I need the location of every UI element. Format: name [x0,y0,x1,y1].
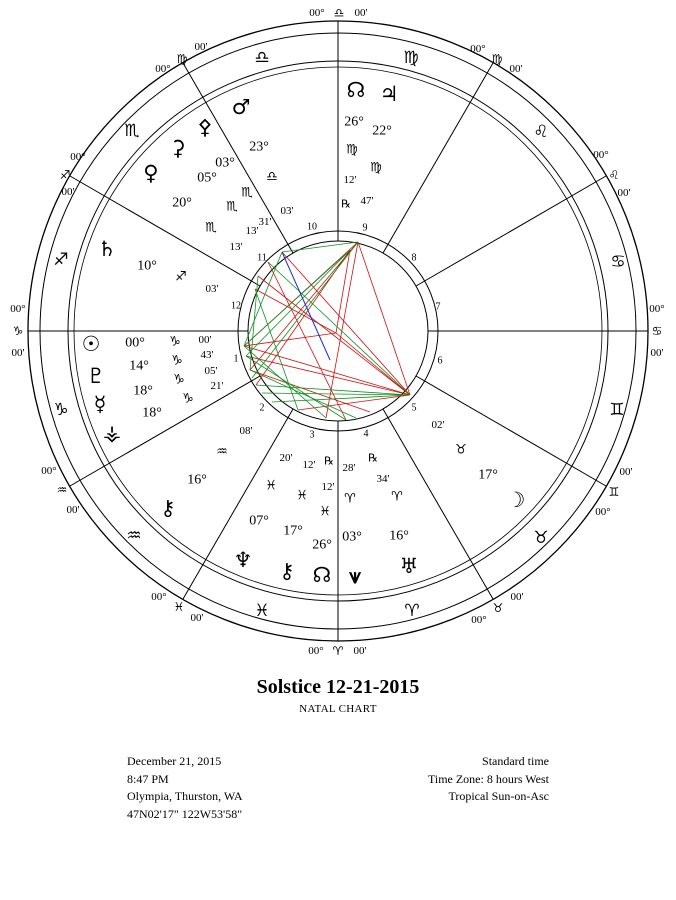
uranus-degree: 16° [389,528,409,544]
birth-info [127,753,243,823]
outer-degree-label: 00' [510,591,524,603]
house-number: 11 [257,252,267,264]
uranus-minutes: 34' [376,473,390,485]
sun-sign-icon: ♑ [169,334,181,350]
outer-degree-label: 00' [194,41,208,53]
outer-sign-glyph-icon: ♋ [651,324,663,338]
chiron-minutes: 08' [239,425,253,437]
northnode-degree: 26° [344,114,364,130]
outer-sign-glyph-icon: ♊ [608,485,620,499]
vesta-sign-icon: ♑ [182,391,194,407]
northnode-sign-icon: ♍ [346,142,358,158]
chiron2-glyph-icon: ⚷ [279,559,295,583]
house-number: 2 [259,402,265,414]
outer-degree-label: 00' [509,63,523,75]
mars-sign-icon: ♎ [266,169,278,185]
outer-degree-label: 00° [70,151,86,163]
outer-degree-label: 00° [309,7,325,19]
jupiter-degree: 22° [372,123,392,139]
zodiac-sign-icon: ♈ [404,601,420,621]
pluto-degree: 14° [129,358,149,374]
outer-degree-label: 00' [650,347,664,359]
mercury-degree: 18° [133,383,153,399]
outer-degree-label: 00° [308,645,324,657]
vesta-glyph-icon: ⚶ [103,421,121,445]
zodiac-sign-icon: ♉ [533,528,549,548]
house-system: Tropical Sun-on-Asc [448,789,549,803]
outer-sign-glyph-icon: ♐ [59,168,71,182]
sun-glyph-icon: ☉ [81,332,101,356]
zodiac-sign-icon: ♌ [533,122,549,142]
house-number: 6 [437,355,443,367]
outer-degree-label: 00' [354,7,368,19]
house-number: 7 [435,301,441,313]
northnode2-minutes: 12' [321,481,335,493]
pallas-sign-icon: ♏ [226,199,238,215]
mars-minutes: 03' [280,205,294,217]
birth-place: Olympia, Thurston, WA [127,789,243,803]
vesta-degree: 18° [142,405,162,421]
chart-subtitle: NATAL CHART [299,703,377,715]
outer-sign-glyph-icon: ♒ [56,483,68,497]
outer-degree-label: 00' [61,186,75,198]
pallas-degree: 05° [197,170,217,186]
cusp-lines [28,21,648,641]
outer-degree-label: 00° [10,303,26,315]
retrograde-icon: ℞ [341,197,351,211]
jupiter-minutes: 47' [360,195,374,207]
outer-sign-glyph-icon: ♍ [176,52,188,66]
outer-degree-label: 00' [617,187,631,199]
birth-date: December 21, 2015 [127,754,222,768]
zodiac-sign-icon: ♑ [53,400,69,420]
outer-degree-label: 00' [190,612,204,624]
saturn-sign-icon: ♐ [175,269,187,285]
outer-degree-label: 00' [619,466,633,478]
pluto-sign-icon: ♑ [171,353,183,369]
sun-degree: 00° [125,335,145,351]
mercury-minutes: 05' [204,365,218,377]
zodiac-sign-icon: ♎ [254,48,270,68]
neptune-degree: 07° [249,513,269,529]
retrograde-icon: ℞ [368,451,378,465]
outer-degree-label: 00° [471,614,487,626]
outer-sign-glyph-icon: ♌ [608,168,620,182]
chart-settings [428,753,549,806]
venus-degree: 20° [172,195,192,211]
mars-degree: 23° [249,139,269,155]
outer-degree-label: 00° [151,591,167,603]
retrograde-icon: ℞ [324,454,334,468]
zodiac-sign-icon: ♍ [403,48,419,68]
zodiac-sign-icon: ♐ [53,250,69,270]
chiron2-minutes: 12' [302,459,316,471]
outer-sign-glyph-icon: ♍ [491,52,503,66]
outer-degree-label: 00° [155,63,171,75]
mars-glyph-icon: ♂ [231,95,251,119]
chiron-degree: 16° [187,472,207,488]
pallas-glyph-icon: ⚴ [197,115,213,139]
neptune-sign-icon: ♓ [265,478,277,494]
outer-sign-glyph-icon: ♉ [492,601,504,615]
moon-sign-icon: ♉ [455,442,467,458]
zodiac-sign-icon: ♋ [610,252,626,272]
ceres-minutes: 31' [258,216,272,228]
outer-sign-glyph-icon: ♈ [332,644,344,658]
zodiac-sign-icon: ♊ [609,400,625,420]
venus-sign-icon: ♏ [205,220,217,236]
zodiac-band-signs [53,48,625,621]
time-zone: Time Zone: 8 hours West [427,771,549,786]
outer-degree-label: 00' [11,347,25,359]
vertex-degree: 03° [342,529,362,545]
mercury-sign-icon: ♑ [173,372,185,388]
outer-degree-label: 00' [353,645,367,657]
outer-degree-label: 00° [593,149,609,161]
planet-positions [82,78,526,588]
northnode2-glyph-icon: ☊ [312,563,332,587]
saturn-minutes: 03' [205,283,219,295]
house-numbers [231,222,443,441]
sun-minutes: 00' [198,334,212,346]
outer-sign-glyph-icon: ♎ [333,6,345,20]
aspect-lines [244,242,410,420]
moon-glyph-icon: ☽ [506,488,526,512]
birth-time: 8:47 PM [127,771,169,786]
jupiter-glyph-icon: ♃ [379,82,399,106]
northnode-glyph-icon: ☊ [346,78,366,102]
house-number: 12 [231,300,241,312]
house-number: 9 [362,222,368,234]
zodiac-sign-icon: ♏ [124,121,140,141]
vertex-sign-icon: ♈ [344,491,356,507]
jupiter-sign-icon: ♍ [370,160,382,176]
venus-minutes: 13' [229,241,243,253]
vertex-minutes: 28' [342,462,356,474]
birth-coords: 47N02'17" 122W53'58" [127,806,243,821]
outer-degree-label: 00° [649,303,665,315]
outer-sign-glyph-icon: ♑ [12,324,24,338]
house-number: 3 [309,429,315,441]
outer-sign-glyph-icon: ♓ [173,600,185,614]
ceres-glyph-icon: ⚳ [170,136,186,160]
neptune-glyph-icon: ♆ [233,548,253,572]
ceres-degree: 03° [215,155,235,171]
moon-minutes: 02' [431,419,445,431]
house-number: 1 [233,353,239,365]
chiron-sign-icon: ♒ [216,444,228,460]
vertex-glyph-icon: ⩛ [349,564,361,588]
northnode2-degree: 26° [312,537,332,553]
vesta-minutes: 21' [210,380,224,392]
retrograde-markers [324,198,378,468]
saturn-glyph-icon: ♄ [97,237,117,261]
outer-degree-label: 00° [470,43,486,55]
zodiac-sign-icon: ♒ [126,526,142,546]
northnode-minutes: 12' [343,174,357,186]
ceres-sign-icon: ♏ [241,185,253,201]
outer-degree-label: 00' [66,504,80,516]
uranus-sign-icon: ♈ [391,489,403,505]
venus-glyph-icon: ♀ [143,161,159,185]
uranus-glyph-icon: ♅ [399,554,419,578]
saturn-degree: 10° [137,258,157,274]
pallas-minutes: 13' [245,225,259,237]
zodiac-sign-icon: ♓ [254,601,270,621]
chart-title: Solstice 12-21-2015 [256,676,420,698]
chiron2-sign-icon: ♓ [296,488,308,504]
northnode2-sign-icon: ♓ [319,504,331,520]
house-number: 5 [411,402,417,414]
moon-degree: 17° [478,467,498,483]
neptune-minutes: 20' [279,452,293,464]
house-number: 8 [411,252,417,264]
time-type: Standard time [482,754,549,768]
outer-degree-label: 00° [595,506,611,518]
pluto-minutes: 43' [200,349,214,361]
pluto-glyph-icon: ♇ [86,364,106,388]
outer-degree-label: 00° [41,465,57,477]
house-number: 10 [307,221,317,233]
chiron-glyph-icon: ⚷ [160,496,176,520]
mercury-glyph-icon: ☿ [93,392,107,416]
chiron2-degree: 17° [283,523,303,539]
house-number: 4 [363,428,369,440]
